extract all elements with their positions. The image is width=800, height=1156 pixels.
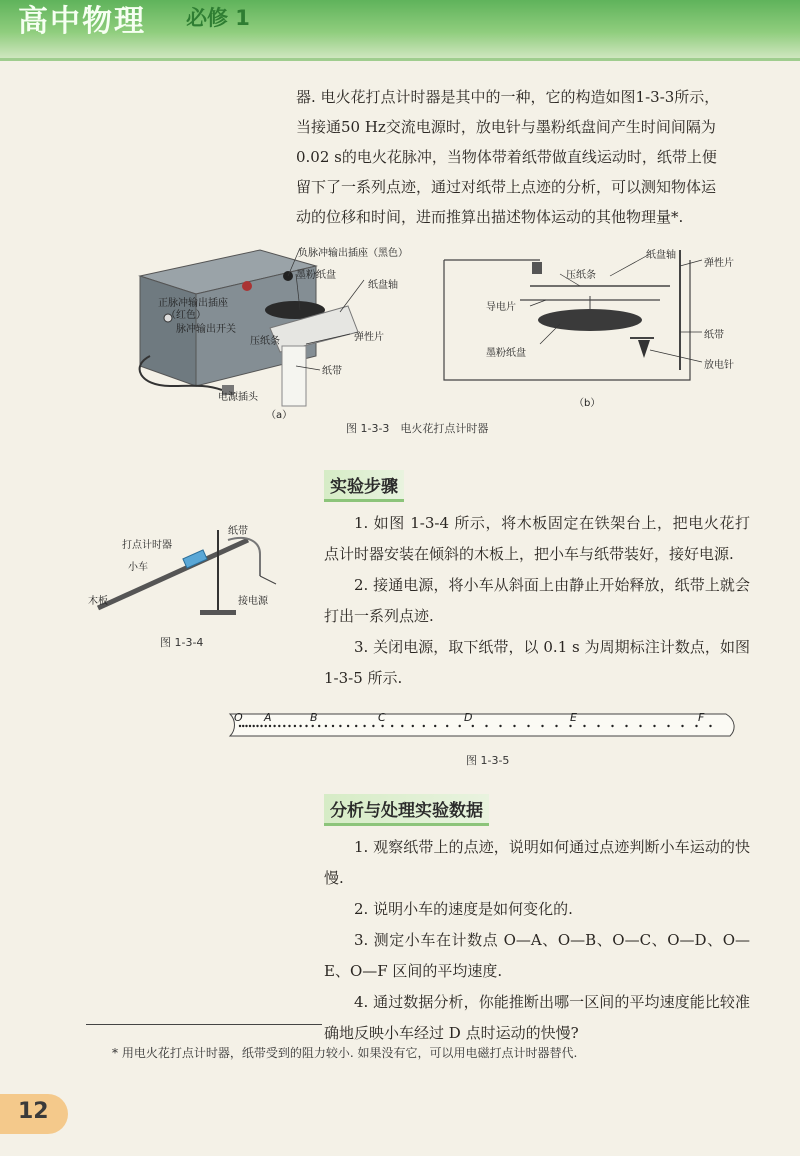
tape-dot [339, 725, 341, 727]
label-pos-socket: 正脉冲输出插座 [158, 298, 228, 309]
steps-list [324, 508, 750, 694]
analysis-item: 3. 测定小车在计数点 O—A、O—B、O—C、O—D、O—E、O—F 区间的平均速度. [324, 931, 750, 980]
tape-point-label: C [378, 711, 386, 724]
figure-1-3-3a [110, 236, 420, 420]
tape-dot [260, 725, 262, 727]
label-disc-axis-b: 纸盘轴 [646, 250, 676, 261]
tape-dot [332, 725, 334, 727]
tape-dot [273, 725, 275, 727]
tape-dot [325, 725, 327, 727]
tape-dot [318, 725, 320, 727]
label-cart: 小车 [128, 562, 148, 573]
footnote: * 用电火花打点计时器，纸带受到的阻力较小. 如果没有它，可以用电磁打点计时器替代. [112, 1046, 578, 1060]
label-neg-socket: 负脉冲输出插座（黑色） [298, 248, 408, 259]
label-disc-axis: 纸盘轴 [368, 280, 398, 291]
tape-dot [541, 725, 543, 727]
book-title: 高中物理 [18, 4, 146, 39]
section-title-analysis: 分析与处理实验数据 [324, 794, 489, 826]
figure-1-3-5 [226, 708, 746, 748]
section-title-steps: 实验步骤 [324, 470, 404, 502]
label-toner-disc: 墨粉纸盘 [296, 270, 336, 281]
tape-dot [347, 725, 349, 727]
tape-dot [412, 725, 414, 727]
label-tape-1-3-4: 纸带 [228, 526, 248, 537]
intro-line: 动的位移和时间，进而推算出描述物体运动的其他物理量*. [296, 208, 684, 226]
label-toner-disc-b: 墨粉纸盘 [486, 348, 526, 359]
header-divider [0, 58, 800, 61]
figure-1-3-3b [440, 240, 770, 410]
tape-point-label: B [310, 711, 318, 724]
analysis-item: 1. 观察纸带上的点迹，说明如何通过点迹判断小车运动的快慢. [324, 838, 750, 887]
tape-dot [278, 725, 280, 727]
tape-dot [513, 725, 515, 727]
label-timer: 打点计时器 [122, 540, 172, 551]
tape-dot [245, 725, 247, 727]
tape-point-label: D [464, 711, 473, 724]
tape-dot [709, 725, 711, 727]
analysis-list [324, 832, 750, 1049]
tape-dot [555, 725, 557, 727]
label-power: 接电源 [238, 596, 268, 607]
tape-dot [653, 725, 655, 727]
tape-dot [446, 725, 448, 727]
tape-dot [472, 725, 474, 727]
tape-dot [401, 725, 403, 727]
step-item: 1. 如图 1-3-4 所示，将木板固定在铁架台上，把电火花打点计时器安装在倾斜的木板上，把小车与纸带装好，接好电源. [324, 514, 750, 563]
tape-dot [294, 725, 296, 727]
footnote-rule [86, 1024, 322, 1025]
tape-dot [423, 725, 425, 727]
tape-dot [667, 725, 669, 727]
tape-dot [283, 725, 285, 727]
tape-dot [695, 725, 697, 727]
tape-dot [239, 725, 241, 727]
figure-1-3-3-caption: 图 1-3-3 电火花打点计时器 [346, 422, 489, 435]
tape-dot [249, 725, 251, 727]
intro-paragraph [296, 82, 752, 232]
page-number: 12 [18, 1099, 49, 1124]
label-tape-b: 纸带 [704, 330, 724, 341]
label-pos-socket-color: （红色） [166, 310, 206, 321]
label-press-strip: 压纸条 [250, 336, 280, 347]
figure-part-b: （b） [574, 398, 601, 409]
tape-dot [459, 725, 461, 727]
label-tape: 纸带 [322, 366, 342, 377]
figure-1-3-4 [88, 520, 288, 620]
tape-dot [363, 725, 365, 727]
tape-point-label: F [698, 711, 705, 724]
figure-part-a: （a） [266, 410, 293, 421]
tape-dot [355, 725, 357, 727]
volume-label: 必修 1 [186, 6, 250, 30]
tape-point-label: A [264, 711, 272, 724]
tape-dot [269, 725, 271, 727]
tape-dot [583, 725, 585, 727]
tape-dot [381, 725, 383, 727]
tape-dot [242, 725, 244, 727]
tape-dot [288, 725, 290, 727]
label-conduct-sheet: 导电片 [486, 302, 516, 313]
tape-dot [597, 725, 599, 727]
figure-1-3-4-caption: 图 1-3-4 [160, 636, 204, 649]
step-item: 2. 接通电源，将小车从斜面上由静止开始释放，纸带上就会打出一系列点迹. [324, 576, 750, 625]
paper-tape [226, 708, 746, 748]
label-plug: 电源插头 [218, 392, 258, 403]
label-spring-sheet-b: 弹性片 [704, 258, 734, 269]
step-item: 3. 关闭电源，取下纸带，以 0.1 s 为周期标注计数点，如图 1-3-5 所示. [324, 638, 750, 687]
label-board: 木板 [88, 596, 108, 607]
tape-dot [527, 725, 529, 727]
analysis-item: 2. 说明小车的速度是如何变化的. [354, 900, 573, 918]
label-spring-sheet: 弹性片 [354, 332, 384, 343]
tape-dot [312, 725, 314, 727]
tape-dot [485, 725, 487, 727]
tape-dot [681, 725, 683, 727]
tape-point-label: O [234, 711, 243, 724]
tape-dot [499, 725, 501, 727]
tape-dot [625, 725, 627, 727]
tape-dot [611, 725, 613, 727]
intro-line: 器. 电火花打点计时器是其中的一种，它的构造如图1-3-3所示， [296, 88, 720, 106]
label-press-strip-b: 压纸条 [566, 270, 596, 281]
label-needle: 放电针 [704, 360, 734, 371]
tape-dot [299, 725, 301, 727]
tape-dot [265, 725, 267, 727]
tape-dot [256, 725, 258, 727]
intro-line: 留下了一系列点迹，通过对纸带上点迹的分析，可以测知物体运 [296, 178, 717, 196]
tape-dot [434, 725, 436, 727]
tape-dot [639, 725, 641, 727]
figure-1-3-5-caption: 图 1-3-5 [466, 754, 510, 767]
analysis-item: 4. 通过数据分析，你能推断出哪一区间的平均速度能比较准确地反映小车经过 D 点时运动的快慢? [324, 993, 750, 1042]
tape-dot [253, 725, 255, 727]
tape-point-label: E [570, 711, 577, 724]
tape-dot [305, 725, 307, 727]
tape-dot [372, 725, 374, 727]
intro-line: 当接通50 Hz交流电源时，放电针与墨粉纸盘间产生时间间隔为 [296, 118, 716, 136]
label-pulse-switch: 脉冲输出开关 [176, 324, 236, 335]
tape-dot [569, 725, 571, 727]
intro-line: 0.02 s的电火花脉冲，当物体带着纸带做直线运动时，纸带上便 [296, 148, 717, 166]
tape-dot [391, 725, 393, 727]
